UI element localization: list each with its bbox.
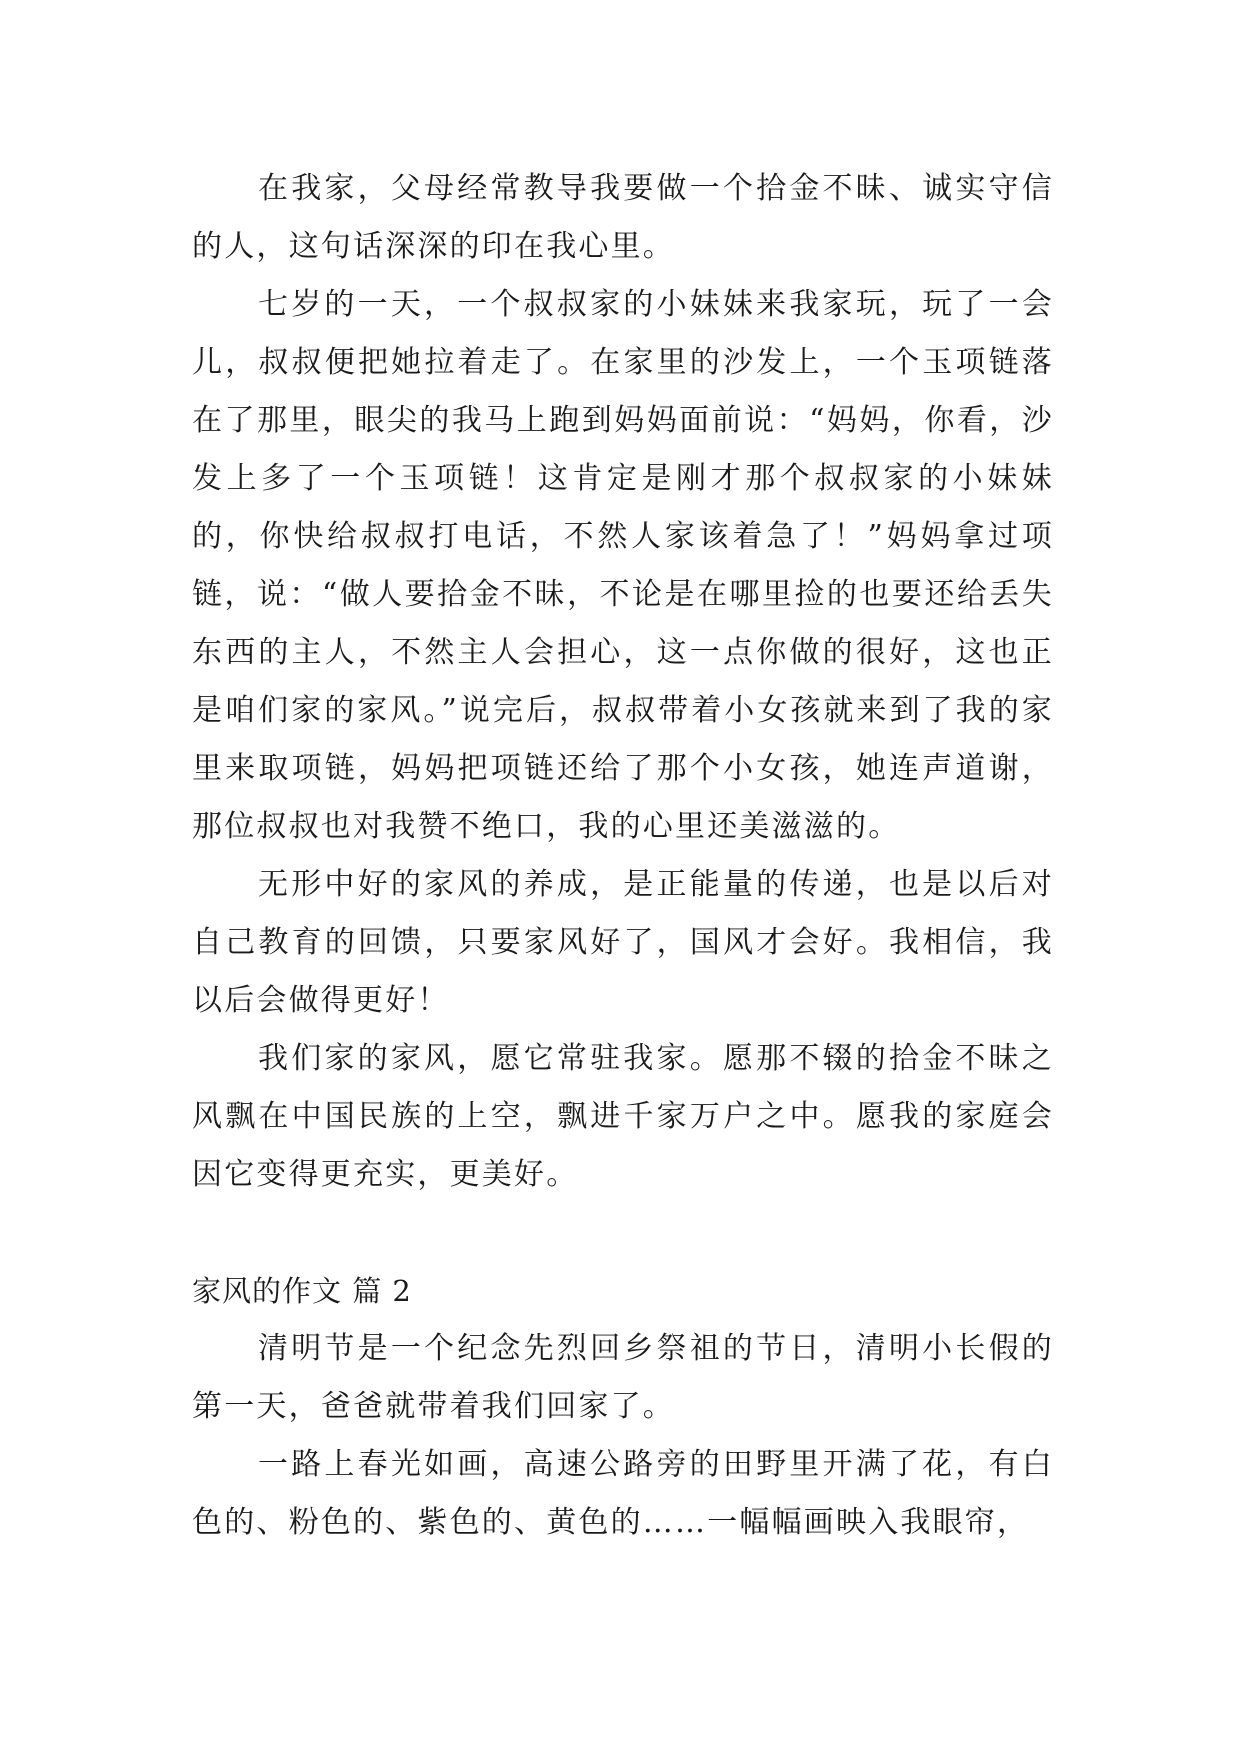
paragraph-4: 我们家的家风，愿它常驻我家。愿那不辍的拾金不昧之风飘在中国民族的上空，飘进千家万户之中。愿我的家庭会因它变得更充实，更美好。 bbox=[192, 1041, 1054, 1192]
section-title: 家风的作文 篇 2 bbox=[192, 1274, 412, 1308]
paragraph-6: 一路上春光如画，高速公路旁的田野里开满了花，有白色的、粉色的、紫色的、黄色的……一幅幅画映入我眼帘， bbox=[192, 1447, 1054, 1540]
document-body bbox=[192, 160, 1054, 1552]
paragraph-2: 七岁的一天，一个叔叔家的小妹妹来我家玩，玩了一会儿，叔叔便把她拉着走了。在家里的沙发上，一个玉项链落在了那里，眼尖的我马上跑到妈妈面前说：“妈妈，你看，沙发上多了一个玉项链！这肯定是刚才那个叔叔家的小妹妹的，你快给叔叔打电话，不然人家该着急了！”妈妈拿过项链，说：“做人要拾金不昧，不论是在哪里捡的也要还给丢失东西的主人，不然主人会担心，这一点你做的很好，这也正是咱们家的家风。”说完后，叔叔带着小女孩就来到了我的家里来取项链，妈妈把项链还给了那个小女孩，她连声道谢，那位叔叔也对我赞不绝口，我的心里还美滋滋的。 bbox=[192, 287, 1054, 844]
paragraph-3: 无形中好的家风的养成，是正能量的传递，也是以后对自己教育的回馈，只要家风好了，国风才会好。我相信，我以后会做得更好！ bbox=[192, 867, 1054, 1018]
paragraph-5: 清明节是一个纪念先烈回乡祭祖的节日，清明小长假的第一天，爸爸就带着我们回家了。 bbox=[192, 1331, 1054, 1424]
paragraph-1: 在我家，父母经常教导我要做一个拾金不昧、诚实守信的人，这句话深深的印在我心里。 bbox=[192, 171, 1054, 264]
